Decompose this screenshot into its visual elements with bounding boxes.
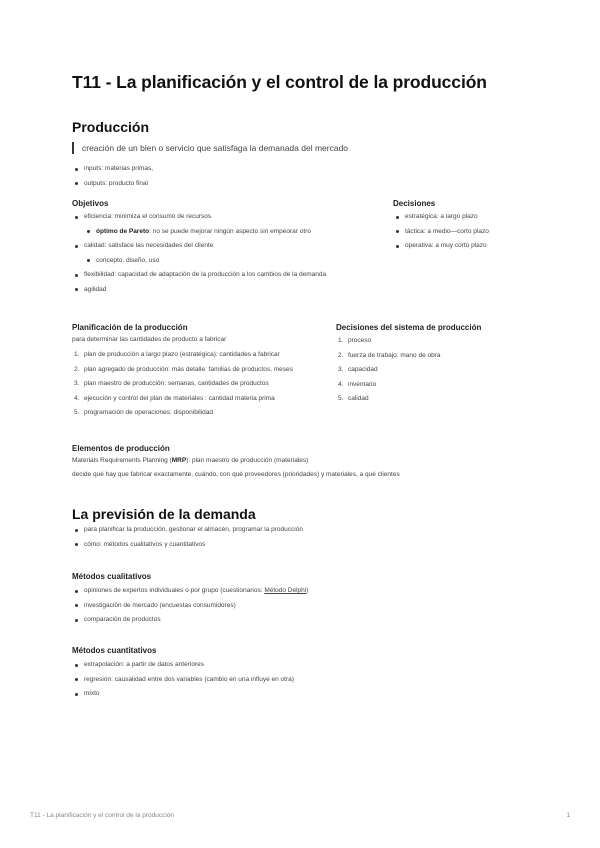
- decisiones-heading: Decisiones: [393, 199, 436, 208]
- list-item: 5. programación de operaciones: disponibilidad: [74, 409, 214, 416]
- list-item: 2. plan agregado de producción: más detalle: familias de productos, meses: [74, 365, 293, 373]
- cualitativos-list: [72, 586, 308, 630]
- pareto-definition: : no se puede mejorar ningún aspecto sin empeorar otro: [149, 227, 311, 235]
- list-item: para planificar la producción, gestionar el almacén, programar la producción: [72, 525, 303, 540]
- section-heading-prevision: La previsión de la demanda: [72, 506, 256, 522]
- list-item: investigación de mercado (encuestas consumidores): [72, 601, 308, 616]
- list-item: 3. capacidad: [338, 366, 378, 373]
- page-number: 1: [566, 812, 570, 819]
- cuantitativos-heading: Métodos cuantitativos: [72, 646, 157, 655]
- list-item: comparación de productos: [72, 615, 308, 630]
- list-item: opiniones de expertos individuales o por grupo (cuestionarios: Método Delphi): [72, 586, 308, 601]
- list-item: regresión: causalidad entre dos variables (cambio en una influye en otra): [72, 675, 294, 690]
- sistema-heading: Decisiones del sistema de producción: [336, 323, 482, 332]
- elementos-heading: Elementos de producción: [72, 444, 170, 453]
- list-item: operativa: a muy corto plazo: [393, 241, 489, 256]
- list-item: mixto: [72, 689, 294, 704]
- list-item: extrapolación: a partir de datos anteriores: [72, 660, 294, 675]
- page-title: T11 - La planificación y el control de la producción: [72, 72, 487, 92]
- definition-quote: creación de un bien o servicio que satisfaga la demanada del mercado: [72, 142, 348, 154]
- list-item: 1. proceso: [338, 337, 372, 344]
- prevision-list: [72, 525, 303, 554]
- pareto-term: óptimo de Pareto: [96, 227, 150, 235]
- sistema-list: [336, 336, 441, 409]
- mrp-line: Materials Requirements Planning (MRP): plan maestro de producción (materiales): [72, 457, 309, 464]
- list-item: 4. inventario: [338, 380, 377, 388]
- list-item: eficiencia: minimiza el consumo de recursos: [72, 212, 326, 227]
- list-item: táctica: a medio—corto plazo: [393, 227, 489, 242]
- planificacion-list: [72, 350, 293, 423]
- list-item: estratégica: a largo plazo: [393, 212, 489, 227]
- page-footer: T11 - La planificación y el control de la producción: [30, 812, 175, 819]
- mrp-description: decide qué hay que fabricar exactamente, cuándo, con qué proveedores (prioridades) y materiales, a qué clientes: [72, 471, 400, 478]
- list-item-sub: [84, 227, 326, 242]
- list-item: 2. fuerza de trabajo: mano de obra: [338, 351, 441, 359]
- mrp-term: MRP: [171, 457, 187, 464]
- cuantitativos-list: [72, 660, 294, 704]
- list-item-sub: concepto, diseño, uso: [84, 256, 326, 271]
- planificacion-heading: Planificación de la producción: [72, 323, 188, 332]
- list-item: 3. plan maestro de producción: semanas, cantidades de productos: [74, 380, 269, 387]
- decisiones-list: [393, 212, 489, 256]
- objetivos-heading: Objetivos: [72, 199, 109, 208]
- metodo-delphi-link[interactable]: Método Delphi: [264, 587, 307, 594]
- list-item: agilidad: [72, 285, 326, 300]
- section-heading-produccion: Producción: [72, 119, 150, 135]
- list-item: 5. calidad: [338, 395, 369, 402]
- planificacion-intro: para determinar las cantidades de producto a fabricar: [72, 336, 227, 343]
- list-item: 1. plan de producción a largo plazo (estratégica): cantidades a fabricar: [74, 351, 280, 358]
- list-item: cómo: métodos cualitativos y cuantitativos: [72, 540, 303, 555]
- list-item: calidad: satisface las necesidades del cliente: [72, 241, 326, 256]
- list-item: outputs: producto final: [72, 179, 153, 194]
- list-item: flexibilidad: capacidad de adaptación de la producción a los cambios de la demanda: [72, 270, 326, 285]
- objetivos-list: [72, 212, 326, 299]
- list-item: inputs: materias primas,: [72, 164, 153, 179]
- produccion-list: [72, 164, 153, 193]
- list-item: 4. ejecución y control del plan de materiales : cantidad materia prima: [74, 394, 275, 402]
- cualitativos-heading: Métodos cualitativos: [72, 572, 152, 581]
